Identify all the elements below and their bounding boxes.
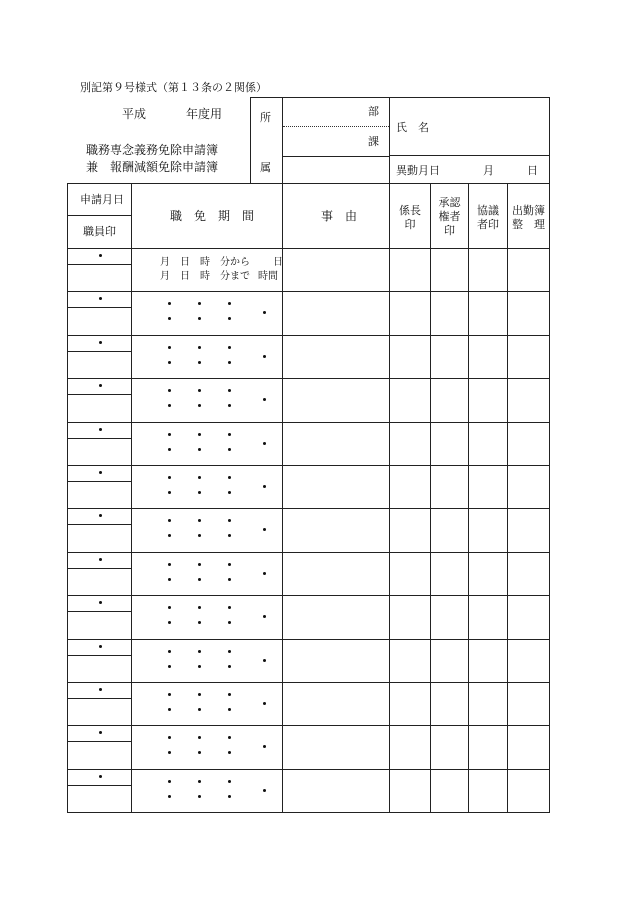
- period-dot: [198, 578, 201, 581]
- date-split-line: [67, 351, 131, 352]
- time-dot: [263, 485, 266, 488]
- shonin-header-3: 印: [444, 224, 455, 237]
- period-dot: [168, 665, 171, 668]
- date-dot: [99, 558, 102, 561]
- nendoyou-label: 年度用: [186, 107, 223, 121]
- period-dot: [228, 317, 231, 320]
- first-row-hi: 日: [273, 257, 283, 268]
- date-dot: [99, 775, 102, 778]
- time-dot: [263, 311, 266, 314]
- period-dot: [198, 534, 201, 537]
- col-line-3: [389, 183, 390, 813]
- period-dot: [228, 519, 231, 522]
- time-dot: [263, 528, 266, 531]
- jiyu-header: 事 由: [321, 209, 358, 223]
- period-dot: [168, 621, 171, 624]
- period-dot: [198, 404, 201, 407]
- time-dot: [263, 572, 266, 575]
- period-dot: [198, 780, 201, 783]
- date-split-line: [67, 264, 131, 265]
- period-dot: [228, 563, 231, 566]
- period-dot: [168, 751, 171, 754]
- period-dot: [228, 751, 231, 754]
- period-dot: [168, 708, 171, 711]
- header-split-line: [67, 215, 131, 216]
- period-dot: [168, 491, 171, 494]
- period-dot: [198, 736, 201, 739]
- date-split-line: [67, 698, 131, 699]
- row-line: [67, 335, 550, 336]
- period-dot: [228, 708, 231, 711]
- period-dot: [228, 693, 231, 696]
- period-dot: [198, 563, 201, 566]
- kakari-header-2: 印: [404, 218, 416, 231]
- period-dot: [198, 361, 201, 364]
- period-dot: [168, 317, 171, 320]
- period-dot: [168, 736, 171, 739]
- period-dot: [198, 448, 201, 451]
- period-dot: [198, 665, 201, 668]
- date-split-line: [67, 741, 131, 742]
- first-row-jikan: 時間: [258, 271, 278, 282]
- time-dot: [263, 659, 266, 662]
- shozoku-zoku-label: 属: [260, 161, 271, 174]
- table-right-line: [549, 97, 550, 813]
- period-dot: [228, 795, 231, 798]
- date-dot: [99, 428, 102, 431]
- period-dot: [168, 476, 171, 479]
- row-line: [67, 639, 550, 640]
- time-dot: [263, 615, 266, 618]
- name-bottom-line: [389, 155, 549, 156]
- period-dot: [228, 476, 231, 479]
- period-dot: [228, 578, 231, 581]
- date-split-line: [67, 785, 131, 786]
- shozoku-sho-label: 所: [260, 111, 271, 124]
- period-dot: [198, 650, 201, 653]
- first-row-from: 月 日 時 分から: [160, 257, 250, 268]
- date-dot: [99, 601, 102, 604]
- period-dot: [228, 389, 231, 392]
- period-dot: [228, 650, 231, 653]
- col-line-5: [468, 183, 469, 813]
- shonin-header-2: 権者: [438, 210, 461, 223]
- period-dot: [198, 317, 201, 320]
- row-line: [67, 595, 550, 596]
- period-dot: [228, 665, 231, 668]
- period-dot: [228, 361, 231, 364]
- col-line-2: [282, 183, 283, 813]
- date-split-line: [67, 524, 131, 525]
- date-split-line: [67, 307, 131, 308]
- period-dot: [198, 433, 201, 436]
- kyogi-header-2: 者印: [477, 218, 499, 231]
- idou-tsuki-label: 月: [483, 164, 494, 177]
- period-dot: [198, 795, 201, 798]
- period-dot: [228, 404, 231, 407]
- first-row-to: 月 日 時 分まで: [160, 271, 250, 282]
- period-dot: [198, 606, 201, 609]
- shokuin-in-header: 職員印: [83, 225, 116, 238]
- period-dot: [168, 302, 171, 305]
- time-dot: [263, 398, 266, 401]
- time-dot: [263, 355, 266, 358]
- period-dot: [168, 433, 171, 436]
- kakari-header-1: 係長: [399, 204, 421, 217]
- period-dot: [168, 389, 171, 392]
- period-dot: [168, 693, 171, 696]
- title-line-2: 兼 報酬減額免除申請簿: [86, 160, 219, 174]
- row-line: [67, 769, 550, 770]
- date-split-line: [67, 611, 131, 612]
- shukkin-header-2: 整 理: [512, 218, 545, 231]
- bu-label: 部: [368, 105, 379, 118]
- period-dot: [198, 519, 201, 522]
- date-split-line: [67, 438, 131, 439]
- shonin-header-1: 承認: [438, 196, 461, 209]
- period-dot: [168, 563, 171, 566]
- ka-label: 課: [368, 135, 379, 148]
- kyogi-header-1: 協議: [477, 204, 499, 217]
- period-dot: [168, 650, 171, 653]
- idou-hi-label: 日: [527, 164, 538, 177]
- period-dot: [228, 302, 231, 305]
- row-line: [67, 552, 550, 553]
- period-dot: [168, 346, 171, 349]
- period-dot: [228, 491, 231, 494]
- period-dot: [198, 693, 201, 696]
- shinsei-bi-header: 申請月日: [80, 193, 124, 206]
- ka-bottom-line: [282, 156, 389, 157]
- period-dot: [198, 621, 201, 624]
- time-dot: [263, 702, 266, 705]
- period-dot: [228, 433, 231, 436]
- date-dot: [99, 688, 102, 691]
- date-dot: [99, 731, 102, 734]
- period-dot: [168, 534, 171, 537]
- shokumen-kikan-header: 職 免 期 間: [170, 209, 255, 223]
- period-dot: [168, 361, 171, 364]
- row-line: [67, 508, 550, 509]
- period-dot: [228, 346, 231, 349]
- period-dot: [168, 404, 171, 407]
- idou-label: 異動月日: [396, 164, 440, 177]
- row-line: [67, 465, 550, 466]
- date-split-line: [67, 655, 131, 656]
- period-dot: [168, 780, 171, 783]
- period-dot: [198, 751, 201, 754]
- period-dot: [228, 780, 231, 783]
- row-line: [67, 682, 550, 683]
- period-dot: [228, 621, 231, 624]
- form-label: 別記第９号様式（第１３条の２関係）: [80, 81, 267, 94]
- bu-dotted-line: [283, 126, 389, 127]
- period-dot: [168, 519, 171, 522]
- col-line-4: [430, 183, 431, 813]
- row-line: [67, 248, 550, 249]
- date-dot: [99, 514, 102, 517]
- col-line-1: [131, 183, 132, 813]
- row-line: [67, 422, 550, 423]
- date-dot: [99, 254, 102, 257]
- period-dot: [198, 708, 201, 711]
- date-dot: [99, 297, 102, 300]
- period-dot: [228, 534, 231, 537]
- time-dot: [263, 745, 266, 748]
- row-line: [67, 291, 550, 292]
- period-dot: [228, 736, 231, 739]
- period-dot: [228, 448, 231, 451]
- title-line-1: 職務専念義務免除申請簿: [86, 143, 219, 157]
- period-dot: [228, 606, 231, 609]
- date-dot: [99, 341, 102, 344]
- period-dot: [168, 578, 171, 581]
- time-dot: [263, 789, 266, 792]
- date-dot: [99, 471, 102, 474]
- period-dot: [198, 302, 201, 305]
- header-name-line: [389, 97, 390, 183]
- row-line: [67, 812, 550, 813]
- col-line-6: [507, 183, 508, 813]
- heisei-label: 平成: [122, 107, 147, 121]
- header-left-line: [250, 97, 251, 183]
- period-dot: [168, 795, 171, 798]
- date-split-line: [67, 394, 131, 395]
- period-dot: [198, 491, 201, 494]
- date-split-line: [67, 481, 131, 482]
- date-split-line: [67, 568, 131, 569]
- header-shozoku-line: [282, 97, 283, 183]
- row-line: [67, 725, 550, 726]
- time-dot: [263, 442, 266, 445]
- date-dot: [99, 384, 102, 387]
- period-dot: [168, 448, 171, 451]
- table-left-line: [67, 183, 68, 813]
- period-dot: [198, 346, 201, 349]
- row-line: [67, 378, 550, 379]
- table-top-line: [67, 183, 550, 184]
- period-dot: [198, 476, 201, 479]
- period-dot: [168, 606, 171, 609]
- period-dot: [198, 389, 201, 392]
- date-dot: [99, 645, 102, 648]
- shimei-label: 氏 名: [396, 121, 429, 134]
- header-top-line: [250, 97, 550, 98]
- shukkin-header-1: 出勤簿: [512, 204, 545, 217]
